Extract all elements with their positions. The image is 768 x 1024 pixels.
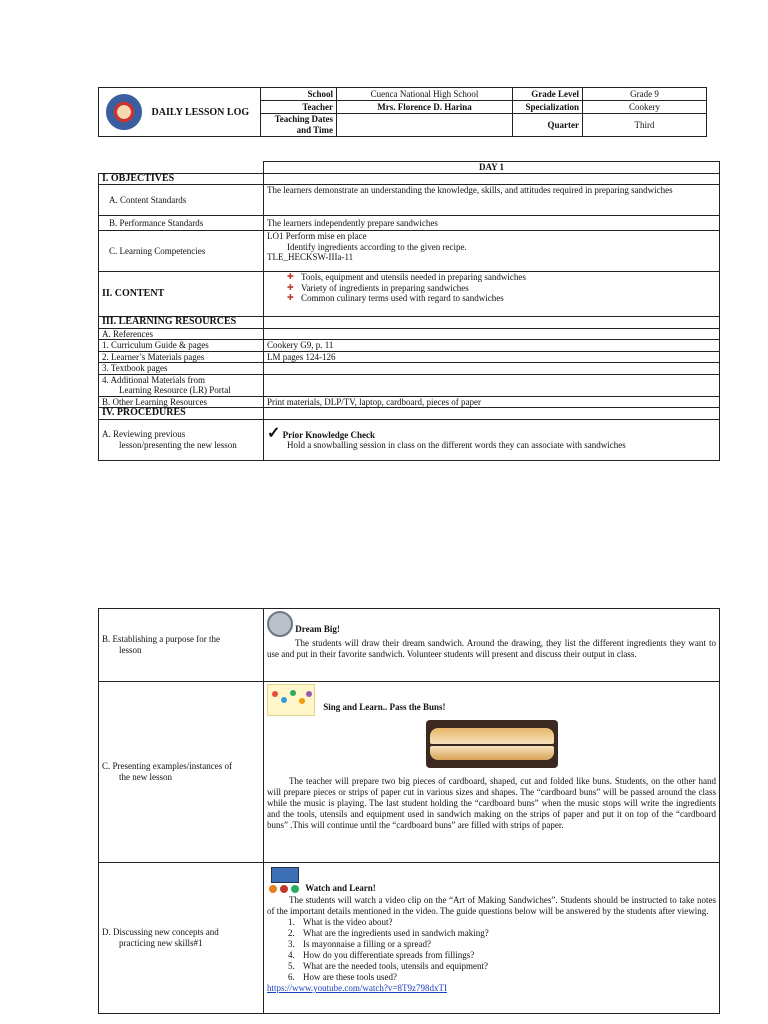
specialization-value: Cookery [583, 101, 707, 114]
guide-question: 1. What is the video about? [297, 917, 716, 928]
teaching-dates-label: Teaching Dates and Time [261, 114, 337, 137]
school-label: School [261, 88, 337, 101]
examples-label: C. Presenting examples/instances of the new lesson [99, 682, 264, 863]
purpose-label: B. Establishing a purpose for the lesson [99, 609, 264, 682]
buns-image [426, 720, 558, 768]
learners-materials-value: LM pages 124-126 [264, 351, 720, 363]
teacher-value: Mrs. Florence D. Harina [337, 101, 513, 114]
content-item: ✚ Variety of ingredients in preparing sandwiches [267, 283, 716, 294]
learning-competencies-value [264, 231, 720, 272]
curriculum-guide-label: 1. Curriculum Guide & pages [99, 340, 264, 352]
competency-line: Identify ingredients according to the given recipe. [287, 241, 467, 252]
deped-seal-icon [106, 94, 142, 130]
objectives-table [98, 161, 720, 461]
dream-big-title: Dream Big! [295, 624, 340, 635]
competency-line: TLE_HECKSW-IIIa-11 [267, 252, 354, 262]
learning-competencies-label: C. Learning Competencies [99, 231, 264, 272]
sing-and-learn-title: Sing and Learn.. Pass the Buns! [323, 702, 446, 713]
performance-standards-label: B. Performance Standards [99, 216, 264, 231]
other-resources-label: B. Other Learning Resources [99, 396, 264, 408]
day-header: DAY 1 [264, 162, 720, 174]
school-value: Cuenca National High School [337, 88, 513, 101]
procedures-table [98, 608, 720, 1014]
concepts-value [264, 863, 720, 1014]
quarter-label: Quarter [513, 114, 583, 137]
concepts-label: D. Discussing new concepts and practicing new skills#1 [99, 863, 264, 1014]
review-title: Prior Knowledge Check [282, 429, 375, 440]
page-title: DAILY LESSON LOG [149, 88, 261, 137]
dream-big-text: The students will draw their dream sandwich. Around the drawing, they list the different ingredients they want to use and put in their favorite sandwich. Volunteer students will present and discuss their output in class. [267, 638, 716, 659]
textbook-label: 3. Textbook pages [99, 363, 264, 375]
additional-materials-label: 4. Additional Materials from Learning Resource (LR) Portal [99, 374, 264, 396]
quarter-value: Third [583, 114, 707, 137]
objectives-heading: I. OBJECTIVES [99, 173, 264, 185]
purpose-value [264, 609, 720, 682]
dream-big-icon [267, 611, 293, 637]
sing-and-learn-text: The teacher will prepare two big pieces of cardboard, shaped, cut and folded like buns. Students, on the other hand will prepare pieces or strips of paper cut in various sizes and shapes. The “cardboard buns” will be passed around the class while the music is playing. The last student holding the “cardboard buns” when the music stops will write the ingredients and the tools, utensils and equipment used in sandwich making on the strips of paper and put it on top of the “cardboard buns” .This will continue until the “cardboard buns” are filled with strips of paper. [267, 776, 716, 830]
teaching-dates-value [337, 114, 513, 137]
guide-question: 2. What are the ingredients used in sandwich making? [297, 928, 716, 939]
content-standards-value: The learners demonstrate an understanding the knowledge, skills, and attitudes required in preparing sandwiches [264, 185, 720, 216]
content-item: ✚ Common culinary terms used with regard to sandwiches [267, 293, 716, 304]
other-resources-value: Print materials, DLP/TV, laptop, cardboard, pieces of paper [264, 396, 720, 408]
performance-standards-value: The learners independently prepare sandwiches [264, 216, 720, 231]
grade-label: Grade Level [513, 88, 583, 101]
procedures-heading: IV. PROCEDURES [99, 408, 264, 420]
guide-question: 6. How are these tools used? [297, 972, 716, 983]
specialization-label: Specialization [513, 101, 583, 114]
watch-and-learn-text: The students will watch a video clip on the “Art of Making Sandwiches”. Students should be instructed to take notes of the important details mentioned in the video. The guide questions below will be answered by the students after viewing. [267, 895, 716, 916]
content-item: ✚ Tools, equipment and utensils needed in preparing sandwiches [267, 272, 716, 283]
students-watching-icon [267, 867, 303, 895]
curriculum-guide-value: Cookery G9, p. 11 [264, 340, 720, 352]
learning-resources-heading: III. LEARNING RESOURCES [99, 317, 264, 329]
teacher-label: Teacher [261, 101, 337, 114]
content-heading: II. CONTENT [99, 272, 264, 317]
content-list [264, 272, 720, 317]
guide-question: 4. How do you differentiate spreads from fillings? [297, 950, 716, 961]
review-label: A. Reviewing previous lesson/presenting the new lesson [99, 419, 264, 460]
header-table [98, 87, 707, 137]
references-label: A. References [99, 328, 264, 340]
grade-value: Grade 9 [583, 88, 707, 101]
deped-seal-cell [99, 88, 149, 137]
kids-singing-icon [267, 684, 315, 716]
guide-question: 5. What are the needed tools, utensils and equipment? [297, 961, 716, 972]
examples-value [264, 682, 720, 863]
check-mark-icon: ✓ [267, 424, 281, 442]
guide-question: 3. Is mayonnaise a filling or a spread? [297, 939, 716, 950]
learners-materials-label: 2. Learner’s Materials pages [99, 351, 264, 363]
review-text: Hold a snowballing session in class on the different words they can associate with sandwiches [287, 440, 626, 450]
content-standards-label: A. Content Standards [99, 185, 264, 216]
video-link[interactable]: https://www.youtube.com/watch?v=8T9z798dxTI [267, 983, 447, 993]
competency-line: LO1 Perform mise en place [267, 231, 367, 241]
watch-and-learn-title: Watch and Learn! [305, 883, 376, 894]
review-value [264, 419, 720, 460]
guide-questions-list [267, 917, 716, 983]
